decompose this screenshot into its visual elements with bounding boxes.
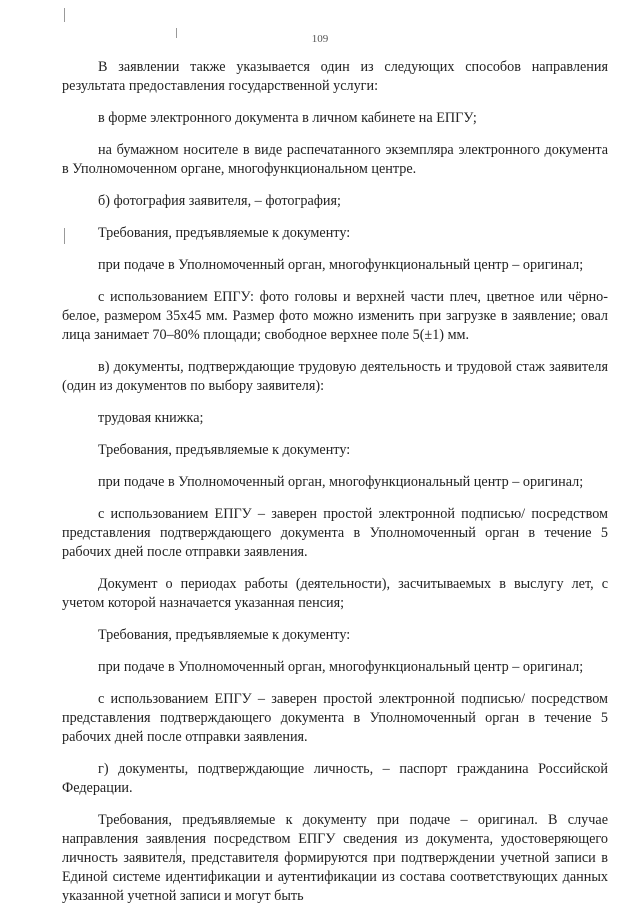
paragraph: В заявлении также указывается один из следующих способов направления результата предоставления государственной услуги: [62, 59, 608, 94]
paragraph: на бумажном носителе в виде распечатанного экземпляра электронного документа в Уполномоченном органе, многофункциональном центре. [62, 142, 608, 177]
scan-mark [176, 28, 177, 38]
paragraph: Требования, предъявляемые к документу: [98, 627, 351, 643]
paragraph: Требования, предъявляемые к документу: [98, 225, 351, 241]
paragraph: при подаче в Уполномоченный орган, многофункциональный центр – оригинал; [98, 659, 584, 675]
paragraph: с использованием ЕПГУ: фото головы и верхней части плеч, цветное или чёрно-белое, размером 35х45 мм. Размер фото можно изменить при загрузке в заявление; овал лица занимает 70–80% площади; свободное верхнее поле 5(±1) мм. [62, 289, 608, 343]
paragraph: с использованием ЕПГУ – заверен простой электронной подписью/ посредством представления подтверждающего документа в Уполномоченный орган в течение 5 рабочих дней после отправки заявления. [62, 691, 608, 745]
page-number: 109 [311, 33, 329, 45]
paragraph: трудовая книжка; [98, 410, 204, 426]
paragraph: Требования, предъявляемые к документу при подаче – оригинал. В случае направления заявления посредством ЕПГУ сведения из документа, удостоверяющего личность заявителя, представителя формируются при подтверждении учетной записи в Единой системе идентификации и аутентификации из состава соответствующих данных указанной учетной записи и могут быть [62, 812, 608, 904]
paragraph: Требования, предъявляемые к документу: [98, 442, 351, 458]
paragraph: при подаче в Уполномоченный орган, многофункциональный центр – оригинал; [98, 474, 584, 490]
scan-mark [64, 8, 65, 22]
paragraph: в) документы, подтверждающие трудовую деятельность и трудовой стаж заявителя (один из документов по выбору заявителя): [62, 359, 608, 394]
paragraph: в форме электронного документа в личном кабинете на ЕПГУ; [98, 110, 477, 126]
paragraph: б) фотография заявителя, – фотография; [98, 193, 341, 209]
paragraph: г) документы, подтверждающие личность, – паспорт гражданина Российской Федерации. [62, 761, 608, 796]
paragraph: с использованием ЕПГУ – заверен простой электронной подписью/ посредством представления подтверждающего документа в Уполномоченный орган в течение 5 рабочих дней после отправки заявления. [62, 506, 608, 560]
document-body [62, 58, 608, 919]
paragraph: Документ о периодах работы (деятельности), засчитываемых в выслугу лет, с учетом которой назначается указанная пенсия; [62, 576, 608, 611]
paragraph: при подаче в Уполномоченный орган, многофункциональный центр – оригинал; [98, 257, 584, 273]
